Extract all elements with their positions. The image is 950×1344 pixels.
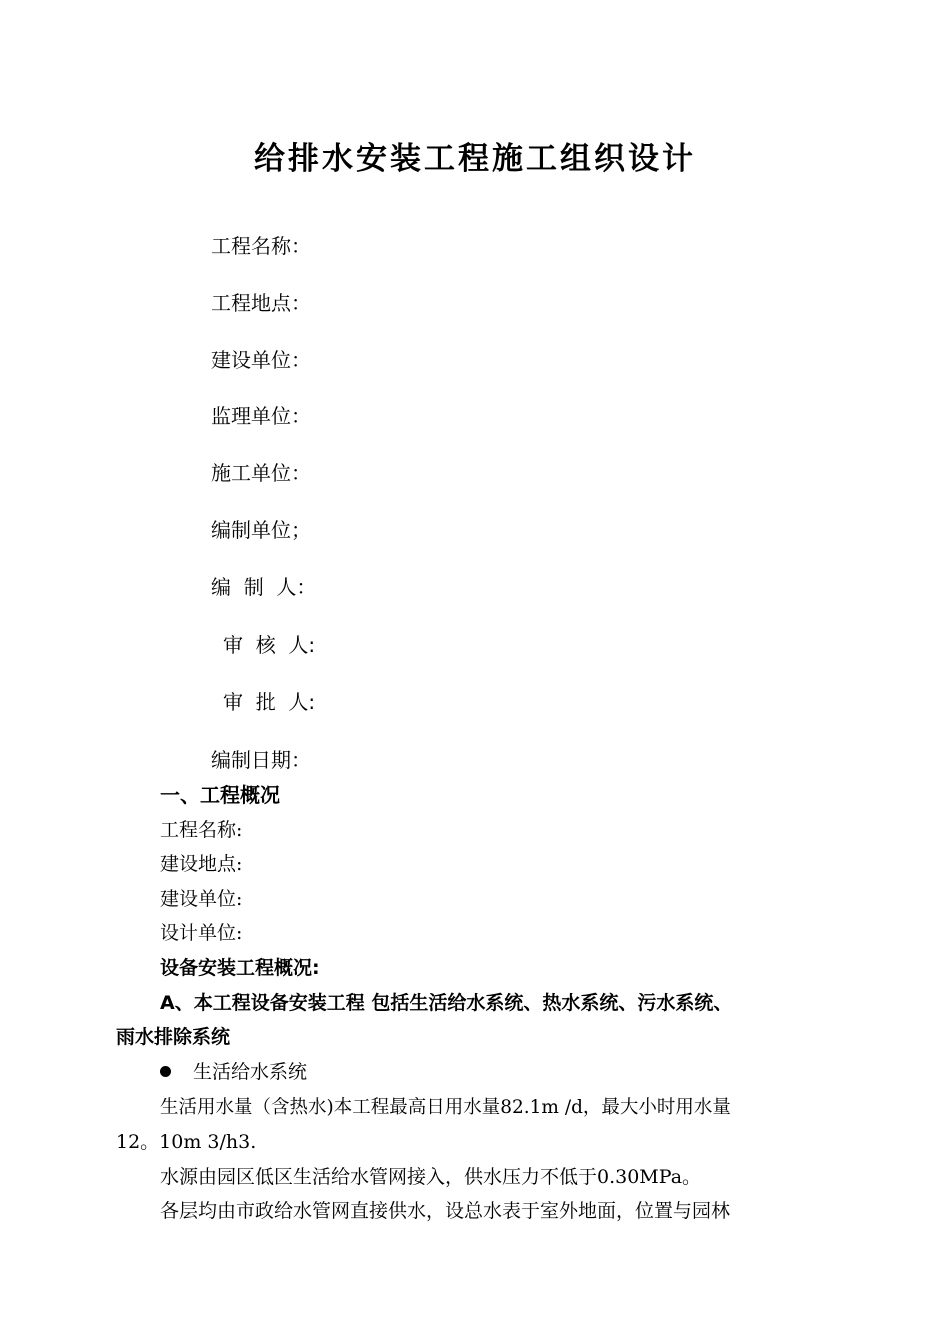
bullet-item-water-supply [160,1057,307,1084]
cover-field-project-location: 工程地点： [211,291,311,315]
overview-field-design-unit: 设计单位: [160,922,243,944]
section-heading-overview: 一、工程概况 [160,783,280,807]
document-title: 给排水安装工程施工组织设计 [254,141,696,177]
paragraph-a-line2: 雨水排除系统 [116,1026,231,1048]
cover-field-compile-date: 编制日期： [211,748,311,772]
equipment-heading: 设备安装工程概况: [160,957,320,979]
overview-field-location: 建设地点: [160,853,243,875]
paragraph-a-line1: A、本工程设备安装工程 包括生活给水系统、热水系统、污水系统、 [160,992,733,1014]
cover-field-reviewer: 审 核 人: [223,633,316,657]
overview-field-construction-unit: 建设单位: [160,888,243,910]
bullet-icon [160,1066,171,1077]
cover-field-contractor: 施工单位： [211,461,311,485]
cover-field-compiling-unit: 编制单位； [211,518,311,542]
cover-field-approver: 审 批 人: [223,690,316,714]
overview-field-project-name: 工程名称: [160,819,243,841]
water-source-paragraph: 水源由园区低区生活给水管网接入，供水压力不低于0.30MPa。 [160,1166,702,1188]
cover-field-compiler: 编 制 人： [211,575,317,599]
bullet-label: 生活给水系统 [193,1061,308,1083]
water-usage-line2: 12。10m 3/h3. [116,1131,257,1153]
floors-supply-paragraph: 各层均由市政给水管网直接供水，设总水表于室外地面，位置与园林 [160,1200,731,1222]
cover-field-construction-unit: 建设单位： [211,348,311,372]
water-usage-line1: 生活用水量（含热水)本工程最高日用水量82.1m /d，最大小时用水量 [160,1097,731,1118]
cover-field-supervision-unit: 监理单位： [211,404,311,428]
cover-field-project-name: 工程名称： [211,234,311,258]
